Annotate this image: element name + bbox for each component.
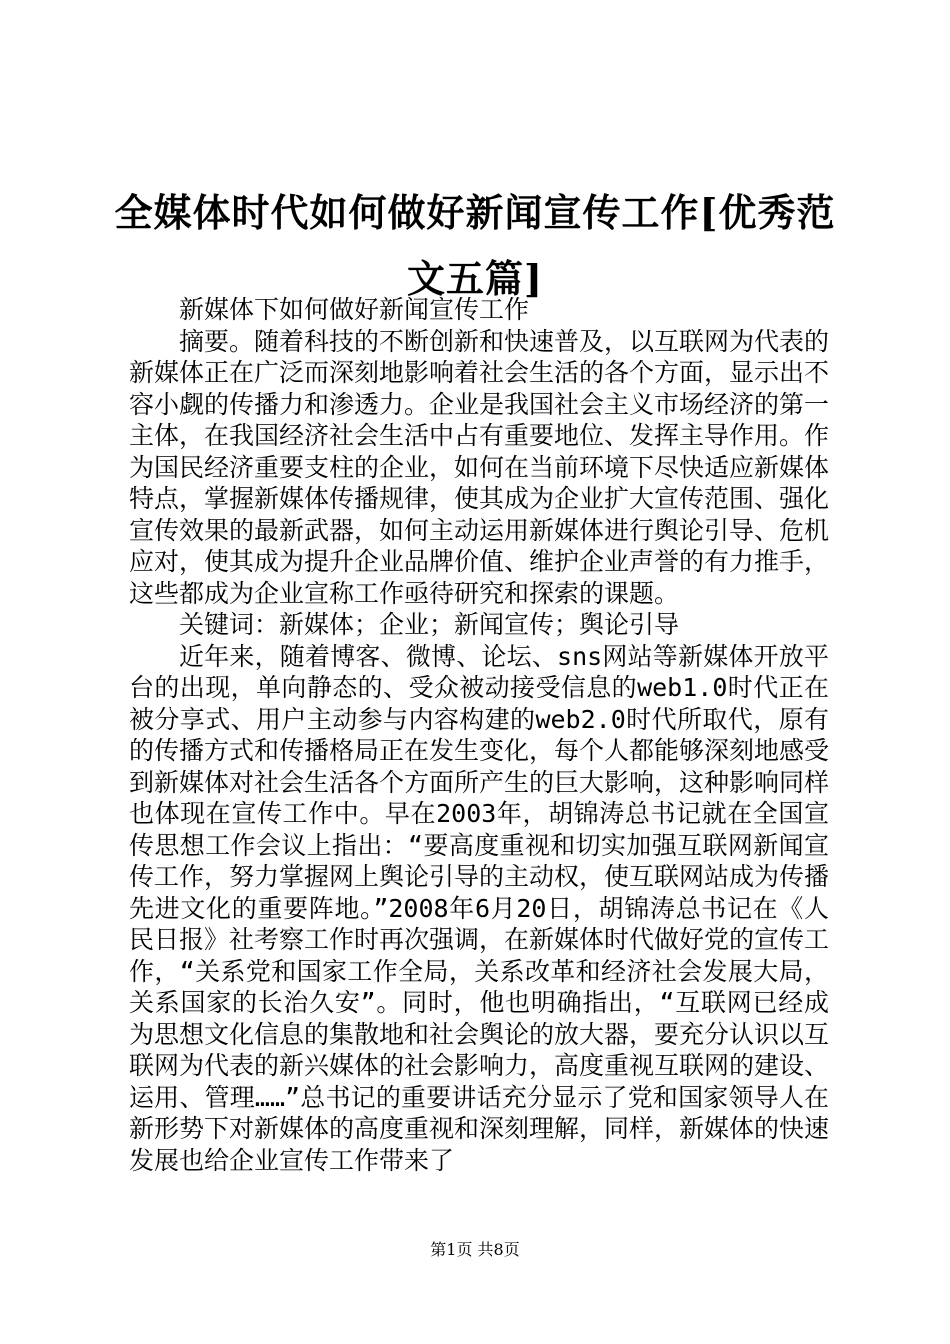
- document-title: 全媒体时代如何做好新闻宣传工作[优秀范文五篇]: [114, 190, 836, 301]
- page-number-footer: 第1页 共8页: [430, 1240, 520, 1259]
- body-paragraph: 近年来，随着博客、微博、论坛、sns网站等新媒体开放平台的出现，单向静态的、受众被动接受信息的web1.0时代正在被分享式、用户主动参与内容构建的web2.0时代所取代，原有的传播方式和传播格局正在发生变化，每个人都能够深刻地感受到新媒体对社会生活各个方面所产生的巨大影响，这种影响同样也体现在宣传工作中。早在2003年，胡锦涛总书记就在全国宣传思想工作会议上指出：“要高度重视和切实加强互联网新闻宣传工作，努力掌握网上舆论引导的主动权，使互联网站成为传播先进文化的重要阵地。”2008年6月20日，胡锦涛总书记在《人民日报》社考察工作时再次强调，在新媒体时代做好党的宣传工作，“关系党和国家工作全局，关系改革和经济社会发展大局，关系国家的长治久安”。同时，他也明确指出，“互联网已经成为思想文化信息的集散地和社会舆论的放大器，要充分认识以互联网为代表的新兴媒体的社会影响力，高度重视互联网的建设、运用、管理……”总书记的重要讲话充分显示了党和国家领导人在新形势下对新媒体的高度重视和深刻理解，同样，新媒体的快速发展也给企业宣传工作带来了: [129, 641, 830, 1175]
- subtitle-paragraph: 新媒体下如何做好新闻宣传工作: [179, 295, 530, 324]
- abstract-paragraph: 摘要。随着科技的不断创新和快速普及，以互联网为代表的新媒体正在广泛而深刻地影响着社会生活的各个方面，显示出不容小觑的传播力和渗透力。企业是我国社会主义市场经济的第一主体，在我国经济社会生活中占有重要地位、发挥主导作用。作为国民经济重要支柱的企业，如何在当前环境下尽快适应新媒体特点，掌握新媒体传播规律，使其成为企业扩大宣传范围、强化宣传效果的最新武器，如何主动运用新媒体进行舆论引导、危机应对，使其成为提升企业品牌价值、维护企业声誉的有力推手，这些都成为企业宣称工作亟待研究和探索的课题。: [129, 326, 830, 608]
- document-body: [129, 294, 829, 1176]
- keywords-paragraph: 关键词：新媒体；企业；新闻宣传；舆论引导: [179, 610, 680, 639]
